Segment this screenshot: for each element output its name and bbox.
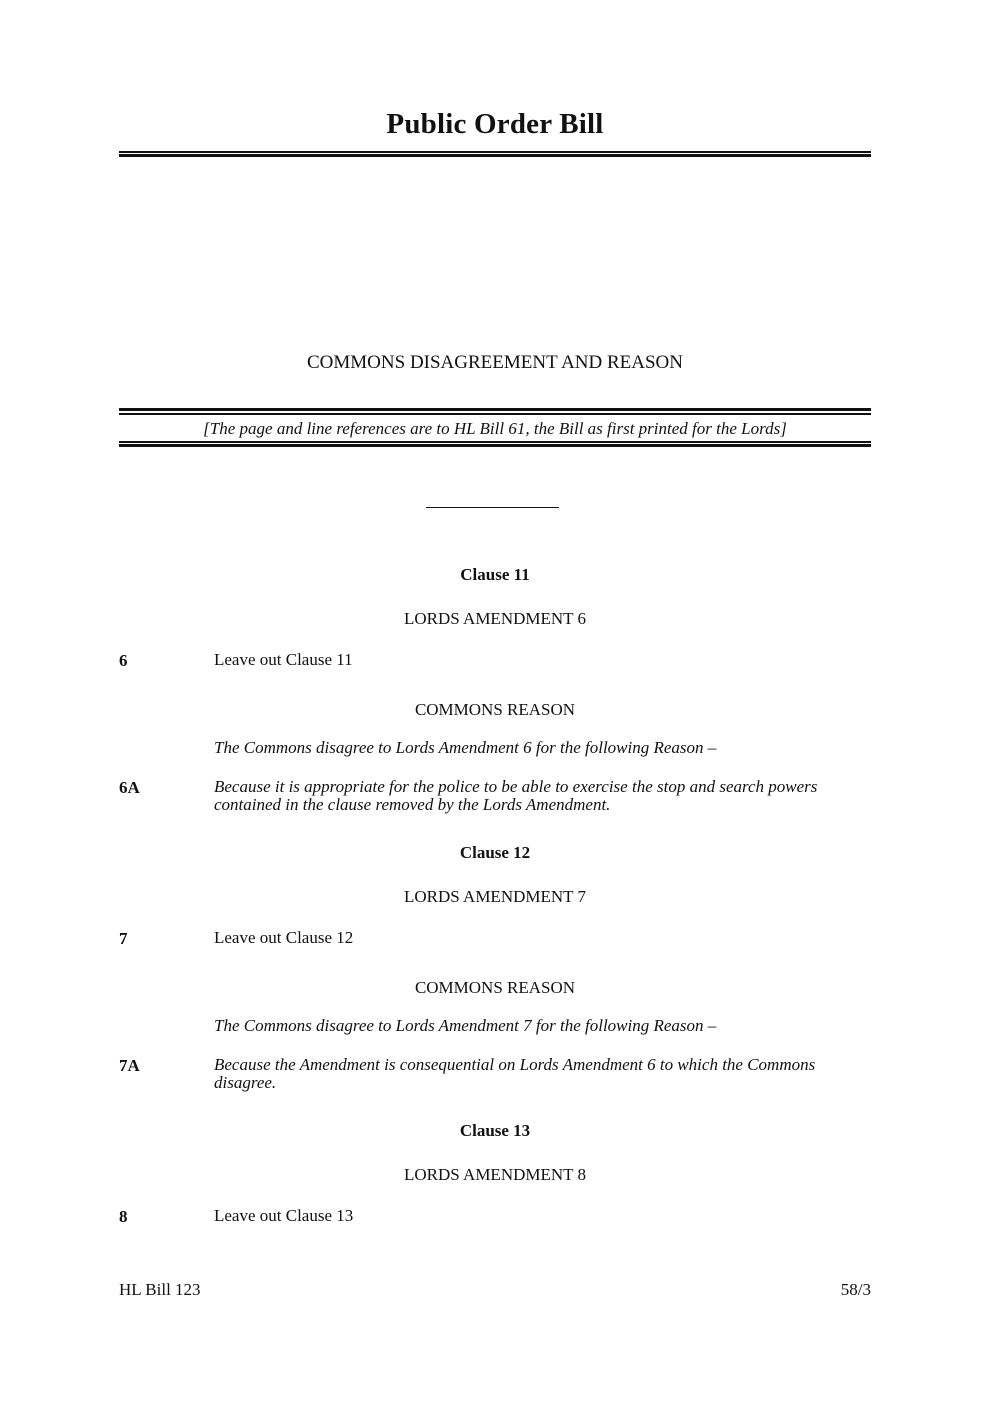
reason-text: Because it is appropriate for the police to be able to exercise the stop and search powers contained in the clause removed by the Lords Amendment. [214, 777, 818, 814]
document-subtitle: COMMONS DISAGREEMENT AND REASON [307, 352, 683, 373]
amendment-number: 8 [119, 1207, 128, 1226]
amendment-number: 6 [119, 651, 128, 670]
reason-heading: COMMONS REASON [414, 978, 576, 997]
reference-rule-bottom-thick [119, 444, 871, 447]
reason-text: Because the Amendment is consequential on Lords Amendment 6 to which the Commons disagree. [214, 1055, 816, 1092]
reference-rule-top-thick [119, 408, 871, 411]
reason-intro: The Commons disagree to Lords Amendment 7 for the following Reason – [214, 1016, 717, 1035]
reference-rule-top-thin [119, 413, 871, 415]
title-rule-top [119, 151, 871, 153]
reason-intro: The Commons disagree to Lords Amendment 6 for the following Reason – [214, 738, 717, 757]
reason-number: 7A [119, 1056, 140, 1075]
amendment-text: Leave out Clause 13 [214, 1206, 354, 1225]
reason-heading: COMMONS REASON [414, 700, 576, 719]
footer-bill-reference: HL Bill 123 [119, 1280, 201, 1299]
amendment-heading: LORDS AMENDMENT 8 [404, 1165, 586, 1184]
amendment-heading: LORDS AMENDMENT 6 [404, 609, 586, 628]
clause-heading: Clause 12 [459, 843, 531, 862]
document-title: Public Order Bill [386, 108, 604, 140]
reference-note: [The page and line references are to HL Bill 61, the Bill as first printed for the Lords] [203, 419, 787, 438]
clause-heading: Clause 11 [460, 565, 530, 584]
amendment-text: Leave out Clause 11 [214, 650, 353, 669]
amendment-text: Leave out Clause 12 [214, 928, 354, 947]
clause-heading: Clause 13 [459, 1121, 531, 1140]
reason-number: 6A [119, 778, 140, 797]
section-divider [426, 507, 559, 508]
amendment-heading: LORDS AMENDMENT 7 [404, 887, 586, 906]
title-rule-bottom [119, 154, 871, 157]
footer-page-reference: 58/3 [840, 1280, 871, 1299]
reference-rule-bottom-thin [119, 441, 871, 443]
amendment-number: 7 [119, 929, 128, 948]
